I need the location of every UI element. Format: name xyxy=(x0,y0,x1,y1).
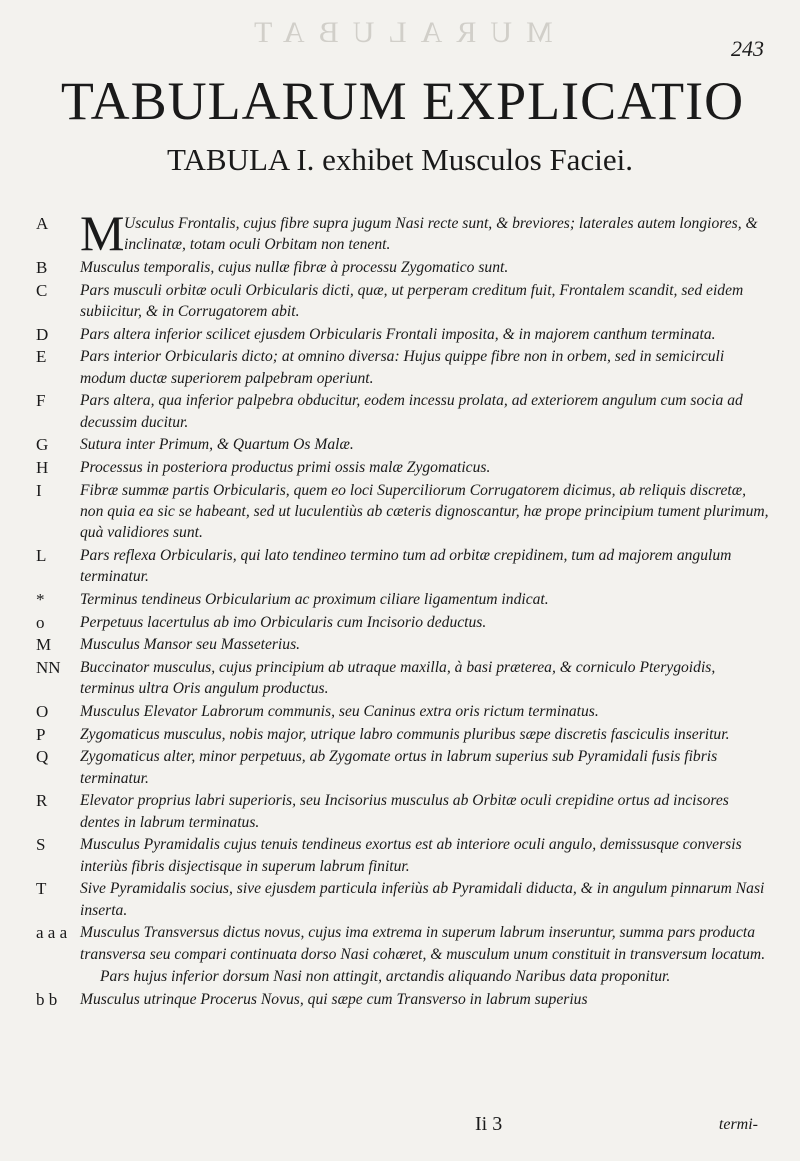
signature-mark: Ii 3 xyxy=(475,1113,503,1135)
entry-key: I xyxy=(36,480,42,500)
entry xyxy=(36,724,772,745)
entry-key: NN xyxy=(36,658,61,678)
entry-key: F xyxy=(36,391,46,411)
entry xyxy=(36,457,772,478)
entry-key: A xyxy=(36,214,49,233)
entry-text: Sive Pyramidalis socius, sive ejusdem particula inferiùs ab Pyramidali diducta, & in angulum pinnarum Nasi inserta. xyxy=(80,880,765,919)
entry-key: o xyxy=(36,612,45,632)
entry xyxy=(36,589,772,610)
entry-key: C xyxy=(36,280,48,300)
entry xyxy=(36,701,772,722)
entry-text: Pars musculi orbitæ oculi Orbicularis dicti, quæ, ut perperam creditum fuit, Frontalem scandit, sed eidem subiicitur, & in Corrugatorem abit. xyxy=(80,281,744,320)
entry-key: T xyxy=(36,879,47,899)
entry-key: D xyxy=(36,324,49,344)
entry-text: Musculus utrinque Procerus Novus, qui sæpe cum Transverso in labrum superius xyxy=(80,990,588,1008)
entry-key: * xyxy=(36,589,45,609)
catchword: termi- xyxy=(718,1116,758,1133)
entry-key: a a a xyxy=(36,923,68,943)
entry xyxy=(36,205,772,261)
entry-key: S xyxy=(36,835,46,855)
entry-text: Musculus Transversus dictus novus, cujus ima extrema in superum labrum inseruntur, summa pars producta transversa seu compari continuata dorso Nasi cohæret, & musculum unum constituit in transversum locatum. xyxy=(80,924,766,963)
bleed-through-text: MURALUBAT xyxy=(240,16,553,49)
entry-text: Musculus Pyramidalis cujus tenuis tendineus exortus est ab interiore oculi angulo, demissusque conversis interiùs fibris disjectisque in superum labrum finitur. xyxy=(80,836,742,875)
entry-text: Pars interior Orbicularis dicto; at omnino diversa: Hujus quippe fibre non in orbem, sed in semicirculi modum ductæ superiorem palpebram operiunt. xyxy=(80,348,725,387)
entry-text: Fibræ summæ partis Orbicularis, quem eo loci Superciliorum Corrugatorem dicimus, ab reliquis discretæ, non quia ea sic se habeant, sed ut luculentiùs ab cæteris dignoscantur, hæ prope principium tument plurimum, quà validiores sunt. xyxy=(80,481,769,542)
entry xyxy=(36,390,772,433)
entry xyxy=(36,878,772,921)
entry-text: Pars hujus inferior dorsum Nasi non attingit, arctandis aliquando Naribus data proponitur. xyxy=(100,968,671,986)
page-title: TABULARUM EXPLICATIO xyxy=(60,71,745,131)
entry xyxy=(36,545,772,588)
entry-continuation xyxy=(36,966,772,987)
entry xyxy=(36,346,772,389)
entry-text: Pars altera, qua inferior palpebra obducitur, eodem incessu prolata, ad exteriorem angulum cum socia ad decussim ducitur. xyxy=(80,392,743,431)
drop-cap: M xyxy=(80,205,125,261)
entry-key: M xyxy=(36,635,52,655)
entry-text: Musculus Elevator Labrorum communis, seu Caninus extra oris rictum terminatus. xyxy=(80,703,599,720)
entry-text: Musculus Mansor seu Masseterius. xyxy=(80,636,301,654)
entry xyxy=(36,834,772,877)
entry xyxy=(36,989,772,1010)
entry-key: O xyxy=(36,702,49,721)
entry-list xyxy=(36,205,772,1012)
entry xyxy=(36,922,772,965)
entry-text: Zygomaticus alter, minor perpetuus, ab Zygomate ortus in labrum superius sub Pyramidali fusis fibris terminatur. xyxy=(80,748,718,787)
entry xyxy=(36,480,772,544)
entry-key: Q xyxy=(36,747,49,767)
entry xyxy=(36,612,772,633)
entry xyxy=(36,434,772,455)
entry-text: Usculus Frontalis, cujus fibre supra jugum Nasi recte sunt, & breviores; laterales autem longiores, & inclinatæ, totam oculi Orbitam non tenent. xyxy=(124,215,758,254)
entry xyxy=(36,257,772,278)
entry-key: B xyxy=(36,257,48,277)
entry xyxy=(36,790,772,833)
entry-text: Terminus tendineus Orbicularium ac proximum ciliare ligamentum indicat. xyxy=(80,590,549,608)
entry xyxy=(36,746,772,789)
entry-text: Musculus temporalis, cujus nullæ fibræ à processu Zygomatico sunt. xyxy=(80,258,509,276)
entry xyxy=(36,657,772,700)
entry-text: Sutura inter Primum, & Quartum Os Malæ. xyxy=(80,436,354,454)
entry-key: b b xyxy=(36,989,58,1009)
entry-text: Elevator proprius labri superioris, seu Incisorius musculus ab Orbitæ oculi crepidine ortus ad incisores dentes in labrum terminatus. xyxy=(80,792,729,831)
entry-text: Pars reflexa Orbicularis, qui lato tendineo termino tum ad orbitæ crepidinem, tum ad majorem angulum terminatur. xyxy=(80,546,732,586)
page-subtitle: TABULA I. exhibet Musculos Faciei. xyxy=(167,142,633,177)
entry-text: Perpetuus lacertulus ab imo Orbicularis cum Incisorio deductus. xyxy=(80,613,487,631)
page-number: 243 xyxy=(731,36,764,61)
entry xyxy=(36,324,772,345)
entry-key: G xyxy=(36,435,49,455)
entry-key: R xyxy=(36,791,48,811)
entry-text: Zygomaticus musculus, nobis major, utrique labro communis pluribus sæpe discretis fasciculis inseritur. xyxy=(80,725,730,743)
entry-text: Pars altera inferior scilicet ejusdem Orbicularis Frontali imposita, & in majorem canthum terminata. xyxy=(80,325,716,343)
entry xyxy=(36,280,772,323)
entry-text: Buccinator musculus, cujus principium ab utraque maxilla, à basi præterea, & corniculo Pterygoidis, terminus ultra Oris angulum productus. xyxy=(80,659,716,698)
entry-key: L xyxy=(36,545,47,565)
entry xyxy=(36,634,772,655)
entry-key: H xyxy=(36,458,49,477)
entry-key: P xyxy=(36,724,46,744)
entry-text: Processus in posteriora productus primi ossis malæ Zygomaticus. xyxy=(80,459,491,476)
entry-key: E xyxy=(36,347,47,367)
